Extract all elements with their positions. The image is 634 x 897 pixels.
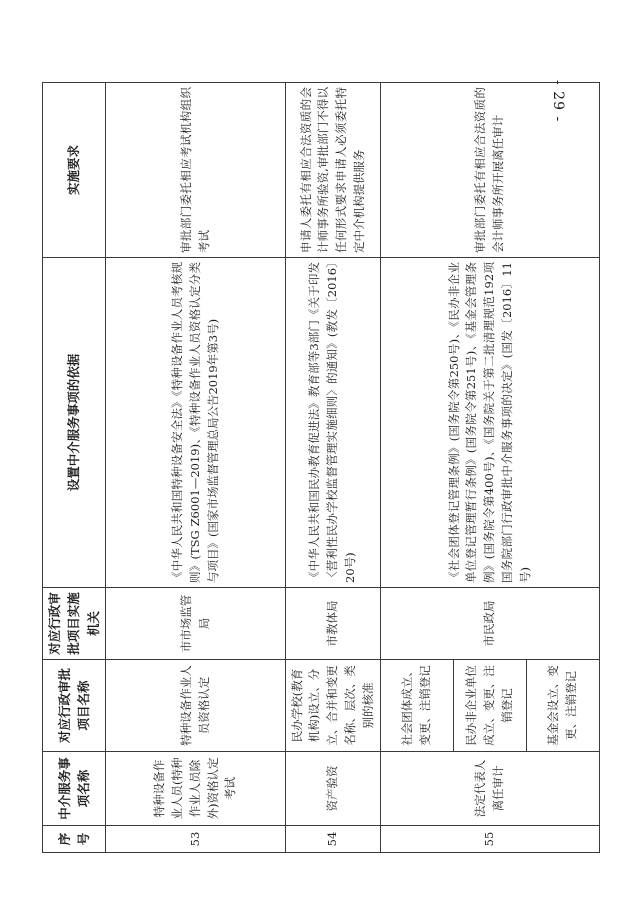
- row-no: 53: [106, 826, 286, 853]
- agency: 市教体局: [286, 588, 381, 660]
- row-no: 55: [381, 826, 600, 853]
- basis: 《中华人民共和国特种设备安全法》《特种设备作业人员考核规则》(TSG Z6001—2019)、《特种设备作业人员资格认定分类与项目》(国家市场监督管理总局公告2019年第3号): [106, 258, 286, 588]
- service-name: 资产验资: [286, 752, 381, 826]
- table-row: [286, 83, 381, 853]
- approval-item: 民办学校(教育机构)设立、分立、合并和变更名称、层次、类别的核准: [286, 660, 381, 752]
- basis: 《中华人民共和国民办教育促进法》教育部等3部门《关于印发〈营利性民办学校监督管理实施细则〉的通知》(教发〔2016〕20号): [286, 258, 381, 588]
- approval-item: 民办非企业单位成立、变更、注销登记: [454, 660, 527, 752]
- agency: 市市场监管局: [106, 588, 286, 660]
- approval-item: 特种设备作业人员资格认定: [106, 660, 286, 752]
- intermediary-services-table: [42, 82, 600, 853]
- header-approval-item: 对应行政审批项目名称: [43, 660, 106, 752]
- header-basis: 设置中介服务事项的依据: [43, 258, 106, 588]
- header-no: 序号: [43, 826, 106, 853]
- row-no: 54: [286, 826, 381, 853]
- basis: 《社会团体登记管理条例》(国务院令第250号)、《民办非企业单位登记管理暂行条例》(国务院令第251号)、《基金会管理条例》(国务院令第400号)、《国务院关于第二批清理规范192项国务院部门行政审批中介服务事项的决定》(国发〔2016〕11号): [381, 258, 600, 588]
- agency: 市民政局: [381, 588, 600, 660]
- table-row: [106, 83, 286, 853]
- page-number: - 29 -: [550, 80, 566, 123]
- approval-item: 基金会设立、变更、注销登记: [527, 660, 600, 752]
- header-requirement: 实施要求: [43, 83, 106, 258]
- header-service-name: 中介服务事项名称: [43, 752, 106, 826]
- requirement: 审批部门委托相应考试机构组织考试: [106, 83, 286, 258]
- requirement: 审批部门委托有相应合法资质的会计师事务所开展离任审计: [381, 83, 600, 258]
- service-name: 法定代表人离任审计: [381, 752, 600, 826]
- table-header-row: [43, 83, 106, 853]
- requirement: 申请人委托有相应合法资质的会计师事务所验资,审批部门不得以任何形式要求申请人必须委托特定中介机构提供服务: [286, 83, 381, 258]
- table-row: [381, 83, 454, 853]
- service-name: 特种设备作业人员(特种作业人员除外)资格认定考试: [106, 752, 286, 826]
- approval-item: 社会团体成立、变更、注销登记: [381, 660, 454, 752]
- rotated-table-wrapper: [42, 83, 582, 853]
- header-agency: 对应行政审批项目实施机关: [43, 588, 106, 660]
